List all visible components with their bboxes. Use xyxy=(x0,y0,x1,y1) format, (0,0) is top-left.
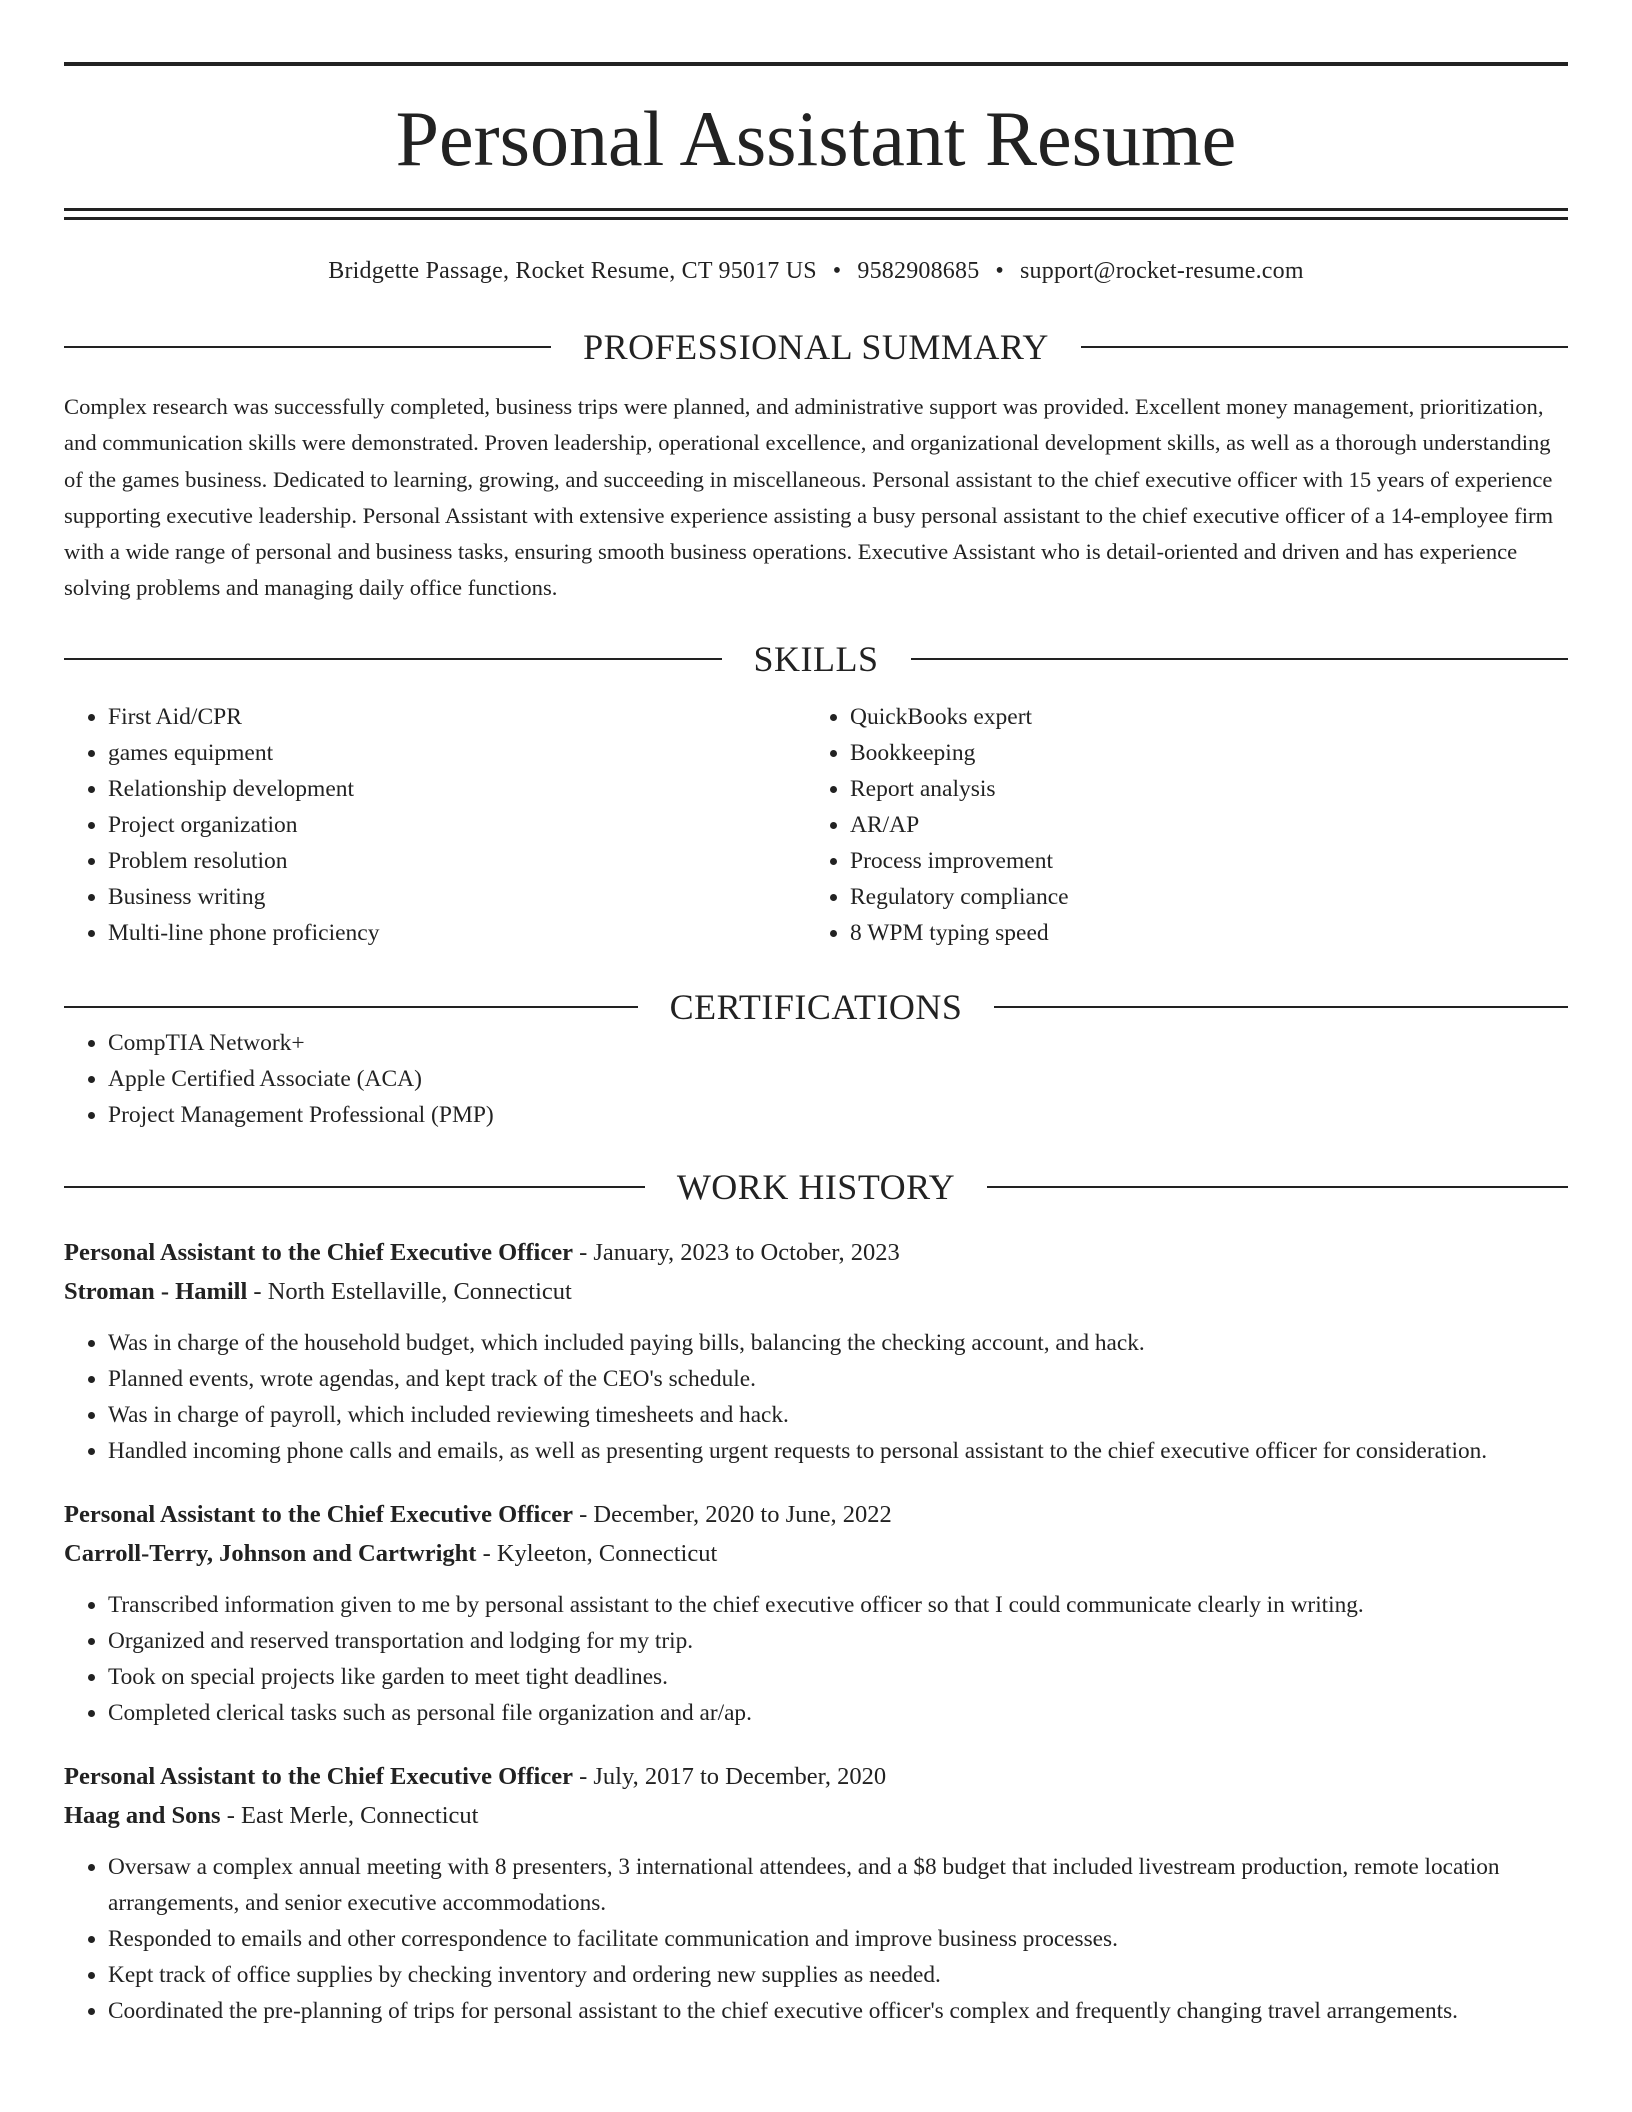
job-bullet: • Coordinated the pre-planning of trips for personal assistant to the chief executive officer's complex and frequently changing travel arrangements. xyxy=(108,1993,1568,2029)
heading-rule-right xyxy=(911,658,1569,660)
job-title-line xyxy=(64,1233,1568,1272)
heading-rule-left xyxy=(64,346,551,348)
job-bullet: • Took on special projects like garden to meet tight deadlines. xyxy=(108,1659,1568,1695)
job-bullet: • Transcribed information given to me by personal assistant to the chief executive officer so that I could communicate clearly in writing. xyxy=(108,1587,1568,1623)
job-dates: - January, 2023 to October, 2023 xyxy=(572,1238,900,1266)
job-company-line xyxy=(64,1272,1568,1311)
skill-item: • games equipment xyxy=(108,735,806,771)
certification-item: • Apple Certified Associate (ACA) xyxy=(108,1061,1568,1097)
job-bullet: • Responded to emails and other correspondence to facilitate communication and improve business processes. xyxy=(108,1921,1568,1957)
job-entry xyxy=(64,1757,1568,2029)
contact-separator: • xyxy=(995,258,1005,284)
top-rule xyxy=(64,62,1568,66)
skills-heading-row xyxy=(64,638,1568,679)
job-bullet: • Handled incoming phone calls and emails, as well as presenting urgent requests to personal assistant to the chief executive officer for consideration. xyxy=(108,1433,1568,1469)
job-title-line xyxy=(64,1495,1568,1534)
job-bullets xyxy=(64,1849,1568,2029)
skill-item: • Problem resolution xyxy=(108,843,806,879)
heading-rule-right xyxy=(1081,346,1568,348)
skill-item: • Multi-line phone proficiency xyxy=(108,915,806,951)
certifications-heading: CERTIFICATIONS xyxy=(669,986,963,1027)
certification-item: • Project Management Professional (PMP) xyxy=(108,1097,1568,1133)
skills-list-left xyxy=(64,699,806,951)
skills-list-right xyxy=(806,699,1069,951)
job-bullet: • Oversaw a complex annual meeting with 8 presenters, 3 international attendees, and a $8 budget that included livestream production, remote location arrangements, and senior executive accommodations. xyxy=(108,1849,1568,1921)
job-title: Personal Assistant to the Chief Executive Officer xyxy=(64,1762,573,1790)
skill-item: • 8 WPM typing speed xyxy=(850,915,1069,951)
title-double-rule xyxy=(64,208,1568,220)
skills-column-right xyxy=(806,699,1069,951)
skill-item: • Regulatory compliance xyxy=(850,879,1069,915)
contact-separator: • xyxy=(832,258,842,284)
job-bullet: • Was in charge of payroll, which included reviewing timesheets and hack. xyxy=(108,1397,1568,1433)
skill-item: • Relationship development xyxy=(108,771,806,807)
job-bullet: • Kept track of office supplies by checking inventory and ordering new supplies as needed. xyxy=(108,1957,1568,1993)
summary-text: Complex research was successfully completed, business trips were planned, and administrative support was provided. Excellent money management, prioritization, and communication skills were demonstrated. Proven leadership, operational excellence, and organizational development skills, as well as a thorough understanding of the games business. Dedicated to learning, growing, and succeeding in miscellaneous. Personal assistant to the chief executive officer with 15 years of experience supporting executive leadership. Personal Assistant with extensive experience assisting a busy personal assistant to the chief executive officer of a 14-employee firm with a wide range of personal and business tasks, ensuring smooth business operations. Executive Assistant who is detail-oriented and driven and has experience solving problems and managing daily office functions. xyxy=(64,394,1554,601)
job-dates: - December, 2020 to June, 2022 xyxy=(572,1500,892,1528)
job-title: Personal Assistant to the Chief Executive Officer xyxy=(64,1238,573,1266)
skill-item: • Bookkeeping xyxy=(850,735,1069,771)
skill-item: • Project organization xyxy=(108,807,806,843)
skill-item: • Report analysis xyxy=(850,771,1069,807)
work-history-heading: WORK HISTORY xyxy=(676,1166,956,1207)
heading-rule-right xyxy=(987,1186,1568,1188)
skill-item: • QuickBooks expert xyxy=(850,699,1069,735)
job-entry xyxy=(64,1233,1568,1469)
job-company-line xyxy=(64,1534,1568,1573)
heading-rule-right xyxy=(994,1006,1568,1008)
work-history-heading-row xyxy=(64,1166,1568,1207)
job-title: Personal Assistant to the Chief Executive Officer xyxy=(64,1500,573,1528)
summary-heading-row xyxy=(64,329,1568,365)
skill-item: • AR/AP xyxy=(850,807,1069,843)
skill-item: • Process improvement xyxy=(850,843,1069,879)
job-location: - Kyleeton, Connecticut xyxy=(476,1539,718,1567)
summary-heading: PROFESSIONAL SUMMARY xyxy=(583,327,1049,367)
heading-rule-left xyxy=(64,1186,645,1188)
job-entry xyxy=(64,1495,1568,1731)
resume-title: Personal Assistant Resume xyxy=(395,95,1237,182)
certification-item: • CompTIA Network+ xyxy=(108,1025,1568,1061)
skills-column-left xyxy=(64,699,806,951)
contact-line xyxy=(64,258,1568,285)
contact-email: support@rocket-resume.com xyxy=(1020,258,1304,284)
heading-rule-left xyxy=(64,1006,638,1008)
skills-heading: SKILLS xyxy=(753,638,879,679)
job-company-line xyxy=(64,1796,1568,1835)
skill-item: • First Aid/CPR xyxy=(108,699,806,735)
contact-address: Bridgette Passage, Rocket Resume, CT 95017 US xyxy=(328,258,817,284)
job-bullet: • Planned events, wrote agendas, and kept track of the CEO's schedule. xyxy=(108,1361,1568,1397)
job-company: Carroll-Terry, Johnson and Cartwright xyxy=(64,1539,477,1567)
job-title-line xyxy=(64,1757,1568,1796)
job-location: - East Merle, Connecticut xyxy=(220,1801,479,1829)
job-bullet: • Completed clerical tasks such as personal file organization and ar/ap. xyxy=(108,1695,1568,1731)
job-location: - North Estellaville, Connecticut xyxy=(247,1277,572,1305)
job-company: Haag and Sons xyxy=(64,1801,221,1829)
heading-rule-left xyxy=(64,658,722,660)
job-bullet: • Was in charge of the household budget, which included paying bills, balancing the checking account, and hack. xyxy=(108,1325,1568,1361)
job-company: Stroman - Hamill xyxy=(64,1277,248,1305)
certifications-list xyxy=(64,1025,1568,1133)
job-bullets xyxy=(64,1587,1568,1731)
job-dates: - July, 2017 to December, 2020 xyxy=(572,1762,887,1790)
contact-phone: 9582908685 xyxy=(857,258,980,284)
skills-columns xyxy=(64,699,1568,951)
skill-item: • Business writing xyxy=(108,879,806,915)
certifications-heading-row xyxy=(64,986,1568,1027)
job-bullet: • Organized and reserved transportation and lodging for my trip. xyxy=(108,1623,1568,1659)
job-bullets xyxy=(64,1325,1568,1469)
